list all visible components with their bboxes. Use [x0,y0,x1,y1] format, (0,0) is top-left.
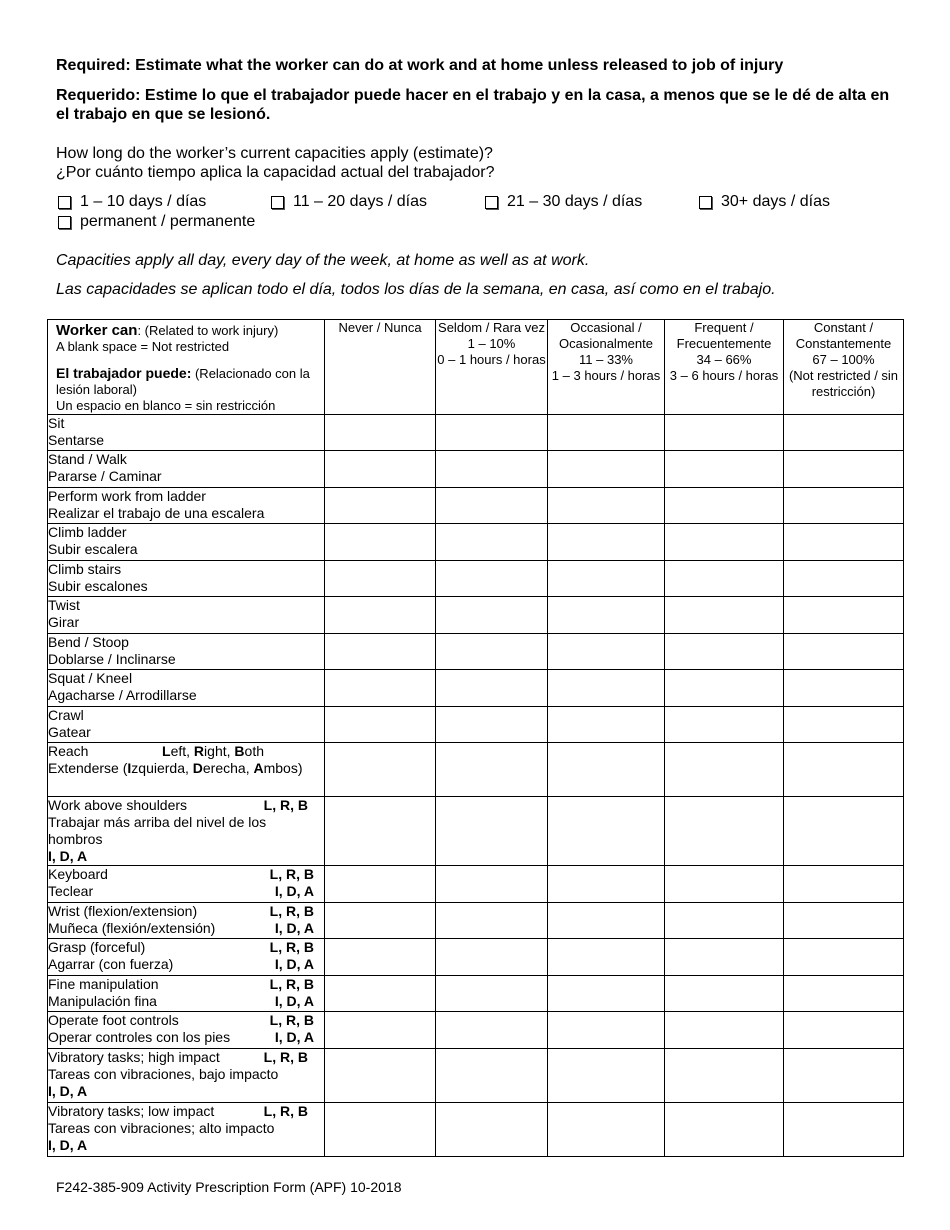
option-label: 30+ days / días [721,193,830,210]
frequency-cell[interactable] [325,797,436,866]
frequency-cell[interactable] [784,670,904,707]
frequency-cell[interactable] [548,597,665,634]
trabajador-related: (Relacionado con la lesión laboral) [56,366,310,397]
frequency-cell[interactable] [325,488,436,524]
table-row [48,597,904,634]
frequency-cell[interactable] [548,524,665,561]
option-label: 1 – 10 days / días [80,193,207,210]
frequency-cell[interactable] [665,976,784,1012]
table-row [48,976,904,1012]
frequency-cell[interactable] [548,561,665,597]
frequency-cell[interactable] [436,415,548,451]
frequency-cell[interactable] [665,561,784,597]
frequency-cell[interactable] [784,597,904,634]
frequency-cell[interactable] [784,561,904,597]
frequency-cell[interactable] [436,451,548,488]
checkbox[interactable] [485,196,498,209]
frequency-cell[interactable] [548,451,665,488]
frequency-cell[interactable] [665,1012,784,1049]
frequency-cell[interactable] [665,707,784,743]
column-header-seldom: Seldom / Rara vez 1 – 10% 0 – 1 hours / horas [436,320,548,415]
frequency-cell[interactable] [325,743,436,797]
frequency-cell[interactable] [548,903,665,939]
table-row [48,1103,904,1157]
checkbox[interactable] [271,196,284,209]
worker-can-related: : (Related to work injury) [137,323,279,338]
frequency-cell[interactable] [784,1012,904,1049]
column-header-never: Never / Nunca [325,320,436,415]
activity-label: Vibratory tasks; low impact L, R, B Tareas con vibraciones; alto impacto I, D, A [48,1103,325,1157]
option-label: 11 – 20 days / días [293,193,428,210]
activity-label: Fine manipulation L, R, B Manipulación fina I, D, A [48,976,325,1012]
table-row [48,903,904,939]
activity-label: Climb ladder Subir escalera [48,524,325,561]
frequency-cell[interactable] [665,797,784,866]
frequency-cell[interactable] [665,488,784,524]
frequency-cell[interactable] [665,903,784,939]
duration-option-permanent[interactable] [58,213,255,231]
table-row [48,415,904,451]
column-header-occasional: Occasional / Ocasionalmente 11 – 33% 1 – 3 hours / horas [548,320,665,415]
frequency-cell[interactable] [436,903,548,939]
frequency-cell[interactable] [325,1012,436,1049]
activity-table [47,319,904,1157]
activity-label: Squat / Kneel Agacharse / Arrodillarse [48,670,325,707]
frequency-cell[interactable] [436,707,548,743]
frequency-cell[interactable] [436,634,548,670]
frequency-cell[interactable] [548,634,665,670]
table-row [48,707,904,743]
frequency-cell[interactable] [548,670,665,707]
frequency-cell[interactable] [784,634,904,670]
blank-space-note-en: A blank space = Not restricted [56,339,230,354]
frequency-cell[interactable] [784,976,904,1012]
table-row [48,866,904,903]
blank-space-note-es: Un espacio en blanco = sin restricción [56,398,276,413]
frequency-cell[interactable] [784,707,904,743]
activity-label: Work above shoulders L, R, B Trabajar más arriba del nivel de los hombros I, D, A [48,797,325,866]
frequency-cell[interactable] [548,1012,665,1049]
table-row [48,1049,904,1103]
frequency-cell[interactable] [436,743,548,797]
frequency-cell[interactable] [325,524,436,561]
frequency-cell[interactable] [784,488,904,524]
table-row [48,797,904,866]
frequency-cell[interactable] [548,488,665,524]
table-row [48,1012,904,1049]
activity-label: Bend / Stoop Doblarse / Inclinarse [48,634,325,670]
table-row [48,670,904,707]
frequency-cell[interactable] [548,939,665,976]
table-header-worker-can [48,320,325,415]
frequency-cell[interactable] [325,561,436,597]
worker-can-title: Worker can [56,322,138,339]
frequency-cell[interactable] [436,561,548,597]
frequency-cell[interactable] [784,866,904,903]
duration-option-1-10[interactable] [58,193,206,211]
frequency-cell[interactable] [665,451,784,488]
frequency-cell[interactable] [665,939,784,976]
frequency-cell[interactable] [548,976,665,1012]
activity-label: Wrist (flexion/extension) L, R, B Muñeca (flexión/extensión) I, D, A [48,903,325,939]
frequency-cell[interactable] [665,866,784,903]
capacities-note-es: Las capacidades se aplican todo el día, todos los días de la semana, en casa, así como en el trabajo. [56,281,776,298]
frequency-cell[interactable] [548,743,665,797]
option-label: permanent / permanente [80,213,256,230]
frequency-cell[interactable] [325,1049,436,1103]
form-footer: F242-385-909 Activity Prescription Form (APF) 10-2018 [56,1179,402,1195]
frequency-cell[interactable] [436,976,548,1012]
frequency-cell[interactable] [665,634,784,670]
activity-label: Sit Sentarse [48,415,325,451]
activity-label: Keyboard L, R, B Teclear I, D, A [48,866,325,903]
duration-option-21-30[interactable] [485,193,642,211]
frequency-cell[interactable] [665,670,784,707]
frequency-cell[interactable] [325,670,436,707]
frequency-cell[interactable] [436,1012,548,1049]
activity-label: Crawl Gatear [48,707,325,743]
frequency-cell[interactable] [784,415,904,451]
required-instruction-es: Requerido: Estime lo que el trabajador puede hacer en el trabajo y en la casa, a menos que se le dé de alta en el trabajo en que se lesionó. [56,87,890,123]
frequency-cell[interactable] [325,415,436,451]
frequency-cell[interactable] [548,415,665,451]
checkbox[interactable] [699,196,712,209]
frequency-cell[interactable] [548,866,665,903]
frequency-cell[interactable] [325,451,436,488]
checkbox[interactable] [58,196,71,209]
frequency-cell[interactable] [325,634,436,670]
frequency-cell[interactable] [436,1103,548,1157]
frequency-cell[interactable] [784,797,904,866]
activity-label: Perform work from ladder Realizar el trabajo de una escalera [48,488,325,524]
frequency-cell[interactable] [436,1049,548,1103]
frequency-cell[interactable] [665,1049,784,1103]
frequency-cell[interactable] [548,707,665,743]
frequency-cell[interactable] [784,524,904,561]
required-instruction-en: Required: Estimate what the worker can do at work and at home unless released to job of injury [56,57,784,74]
frequency-cell[interactable] [665,524,784,561]
frequency-cell[interactable] [548,1049,665,1103]
activity-label: Stand / Walk Pararse / Caminar [48,451,325,488]
frequency-cell[interactable] [784,1103,904,1157]
table-row [48,488,904,524]
table-row [48,451,904,488]
frequency-cell[interactable] [436,524,548,561]
frequency-cell[interactable] [548,1103,665,1157]
table-row [48,939,904,976]
table-row [48,743,904,797]
checkbox[interactable] [58,216,71,229]
table-row [48,634,904,670]
frequency-cell[interactable] [325,707,436,743]
activity-label: Climb stairs Subir escalones [48,561,325,597]
frequency-cell[interactable] [325,903,436,939]
frequency-cell[interactable] [436,597,548,634]
capacities-note-en: Capacities apply all day, every day of the week, at home as well as at work. [56,252,590,269]
frequency-cell[interactable] [436,670,548,707]
activity-label: Grasp (forceful) L, R, B Agarrar (con fuerza) I, D, A [48,939,325,976]
table-row [48,561,904,597]
table-row [48,524,904,561]
frequency-cell[interactable] [325,939,436,976]
frequency-cell[interactable] [665,597,784,634]
frequency-cell[interactable] [784,743,904,797]
frequency-cell[interactable] [436,797,548,866]
duration-option-30-plus[interactable] [699,193,830,211]
frequency-cell[interactable] [665,415,784,451]
frequency-cell[interactable] [784,903,904,939]
frequency-cell[interactable] [784,451,904,488]
frequency-cell[interactable] [325,866,436,903]
frequency-cell[interactable] [325,976,436,1012]
activity-label: Reach Left, Right, Both Extenderse (Izquierda, Derecha, Ambos) [48,743,325,797]
column-header-constant: Constant / Constantemente 67 – 100% (Not restricted / sin restricción) [784,320,904,415]
frequency-cell[interactable] [665,743,784,797]
duration-question-es: ¿Por cuánto tiempo aplica la capacidad actual del trabajador? [56,164,495,181]
trabajador-puede-title: El trabajador puede: [56,365,192,381]
frequency-cell[interactable] [784,939,904,976]
frequency-cell[interactable] [784,1049,904,1103]
frequency-cell[interactable] [665,1103,784,1157]
activity-label: Operate foot controls L, R, B Operar controles con los pies I, D, A [48,1012,325,1049]
frequency-cell[interactable] [436,866,548,903]
activity-label: Twist Girar [48,597,325,634]
column-header-frequent: Frequent / Frecuentemente 34 – 66% 3 – 6 hours / horas [665,320,784,415]
activity-label: Vibratory tasks; high impact L, R, B Tareas con vibraciones, bajo impacto I, D, A [48,1049,325,1103]
duration-option-11-20[interactable] [271,193,427,211]
frequency-cell[interactable] [325,1103,436,1157]
frequency-cell[interactable] [436,939,548,976]
frequency-cell[interactable] [325,597,436,634]
duration-question-en: How long do the worker’s current capacities apply (estimate)? [56,145,493,162]
option-label: 21 – 30 days / días [507,193,643,210]
frequency-cell[interactable] [436,488,548,524]
frequency-cell[interactable] [548,797,665,866]
